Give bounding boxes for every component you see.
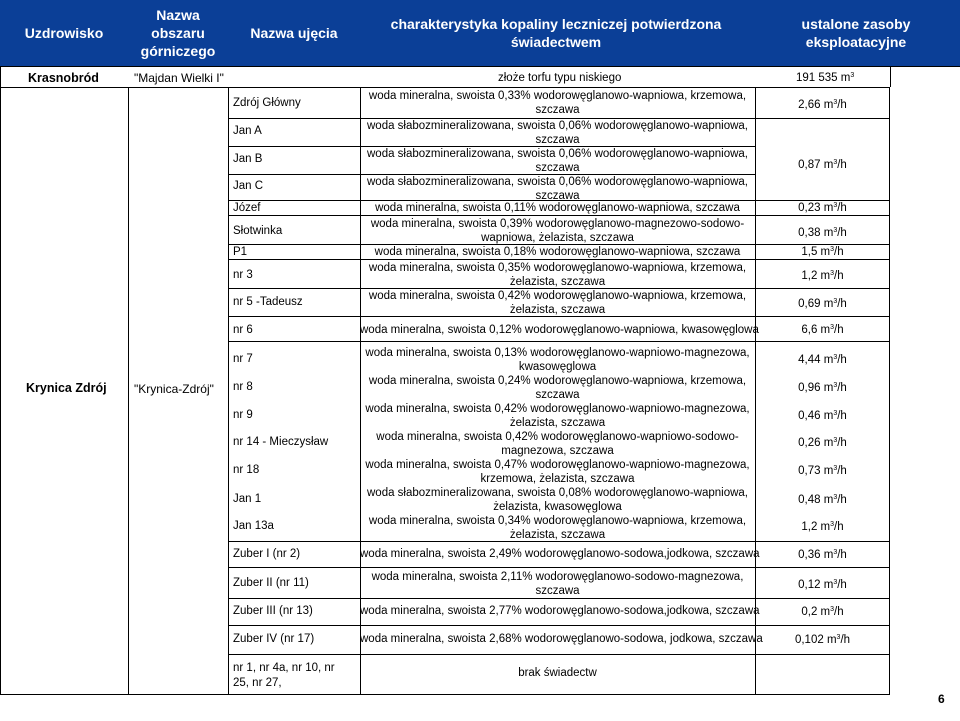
charakterystyka-text: woda mineralna, swoista 0,42% wodorowęglanowo-wapniowo-sodowo- <box>376 431 739 443</box>
ujecie-name: Jan B <box>233 153 263 165</box>
charakterystyka-text-line2: kwasowęglowa <box>518 361 597 373</box>
zasoby-value: 0,23 $m^3/h$ <box>798 202 847 214</box>
charakterystyka-text-line2: żelazista, szczawa <box>509 304 606 316</box>
krasnobrod-uzdrowisko: Krasnobród <box>28 71 99 85</box>
ujecie-name: Zuber III (nr 13) <box>233 605 313 617</box>
ujecie-name: nr 9 <box>233 409 253 421</box>
zasoby-value: 0,96 $m^3/h$ <box>798 382 847 394</box>
charakterystyka-text: woda mineralna, swoista 0,18% wodorowęglanowo-wapniowa, szczawa <box>374 246 741 258</box>
charakterystyka-text: woda słabozmineralizowana, swoista 0,08% wodorowęglanowo-wapniowa, <box>367 487 748 499</box>
zasoby-value: 6,6 $m^3/h$ <box>801 324 844 336</box>
ujecie-name-line2: 25, nr 27, <box>233 677 282 689</box>
krasnobrod-obszar: "Majdan Wielki I" <box>134 71 224 85</box>
zasoby-value: 0,36 $m^3/h$ <box>798 549 847 561</box>
header-uzdrowisko: Uzdrowisko <box>24 25 104 41</box>
charakterystyka-text: woda słabozmineralizowana, swoista 0,06% wodorowęglanowo-wapniowa, <box>367 148 748 160</box>
charakterystyka-text: woda mineralna, swoista 2,77% wodorowęglanowo-sodowa,jodkowa, szczawa <box>360 605 760 617</box>
charakterystyka-text: woda mineralna, swoista 0,42% wodorowęglanowo-wapniowo-magnezowa, <box>365 403 750 415</box>
ujecie-name: Jan 13a <box>233 520 274 532</box>
ujecie-name: Jan 1 <box>233 493 262 505</box>
charakterystyka-text-line2: żelazista, szczawa <box>509 417 606 429</box>
zasoby-value: 0,48 $m^3/h$ <box>798 494 847 506</box>
ujecie-name: nr 3 <box>233 269 253 281</box>
charakterystyka-text: woda mineralna, swoista 0,35% wodorowęglanowo-wapniowa, krzemowa, <box>368 262 747 274</box>
charakterystyka-text-line2: szczawa <box>535 190 580 202</box>
zasoby-value: 1,2 $m^3/h$ <box>801 270 844 282</box>
charakterystyka-text-line2: szczawa <box>535 389 580 401</box>
charakterystyka-text: brak świadectw <box>518 667 597 679</box>
charakterystyka-text: woda mineralna, swoista 0,34% wodorowęglanowo-wapniowa, krzemowa, <box>368 515 747 527</box>
ujecie-name: nr 5 -Tadeusz <box>233 296 303 308</box>
ujecie-name: Słotwinka <box>233 225 283 237</box>
ujecie-name: nr 8 <box>233 381 253 393</box>
charakterystyka-text-line2: szczawa <box>535 134 580 146</box>
charakterystyka-text-line2: krzemowa, żelazista, szczawa <box>480 473 635 485</box>
zasoby-value: 0,38 $m^3/h$ <box>798 227 847 239</box>
zasoby-value: 0,73 $m^3/h$ <box>798 465 847 477</box>
zasoby-value: 0,102 $m^3/h$ <box>794 634 851 646</box>
krasnobrod-zasoby: 191 535 $m^3$ <box>796 72 855 84</box>
zasoby-value: 0,46 $m^3/h$ <box>798 410 847 422</box>
krasnobrod-charakterystyka: złoże torfu typu niskiego <box>498 72 622 84</box>
krynica-uzdrowisko: Krynica Zdrój <box>26 381 107 395</box>
header-charakterystyka: charakterystyka kopaliny leczniczej potwierdzona świadectwem <box>390 16 722 50</box>
page-number: 6 <box>938 692 945 706</box>
zasoby-value: 1,5 $m^3/h$ <box>801 246 844 258</box>
ujecie-name: P1 <box>233 246 248 258</box>
charakterystyka-text-line2: żelazista, kwasowęglowa <box>493 501 622 513</box>
zasoby-value: 0,26 $m^3/h$ <box>798 437 847 449</box>
header-obszar: Nazwa obszaru górniczego <box>140 7 216 59</box>
charakterystyka-text-line2: szczawa <box>535 162 580 174</box>
charakterystyka-text: woda mineralna, swoista 0,13% wodorowęglanowo-wapniowo-magnezowa, <box>365 347 750 359</box>
zasoby-value: 0,2 $m^3/h$ <box>801 606 844 618</box>
charakterystyka-text: woda mineralna, swoista 0,12% wodorowęglanowo-wapniowa, kwasowęglowa <box>360 324 759 336</box>
ujecie-name: Zuber II (nr 11) <box>233 577 309 589</box>
header-ujecie: Nazwa ujęcia <box>250 25 338 41</box>
ujecie-name: Zuber I (nr 2) <box>233 548 301 560</box>
krynica-obszar: "Krynica-Zdrój" <box>134 382 214 396</box>
zasoby-value: 0,12 $m^3/h$ <box>798 579 847 591</box>
charakterystyka-text: woda mineralna, swoista 0,42% wodorowęglanowo-wapniowa, krzemowa, <box>368 290 747 302</box>
ujecie-name: nr 1, nr 4a, nr 10, nr <box>233 662 335 674</box>
charakterystyka-text-line2: szczawa <box>535 585 580 597</box>
ujecie-name: nr 7 <box>233 353 253 365</box>
zasoby-value: 1,2 $m^3/h$ <box>801 521 844 533</box>
ujecie-name: nr 14 - Mieczysław <box>233 436 329 448</box>
charakterystyka-text: woda mineralna, swoista 2,11% wodorowęglanowo-sodowo-magnezowa, <box>371 571 744 583</box>
charakterystyka-text-line2: magnezowa, szczawa <box>501 445 614 457</box>
ujecie-name: Jan C <box>233 180 264 192</box>
charakterystyka-text: woda mineralna, swoista 0,47% wodorowęglanowo-wapniowo-magnezowa, <box>365 459 750 471</box>
charakterystyka-text: woda mineralna, swoista 2,49% wodorowęglanowo-sodowa,jodkowa, szczawa <box>360 548 760 560</box>
ujecie-name: Jan A <box>233 125 262 137</box>
zasoby-value: 0,87 $m^3/h$ <box>798 159 847 171</box>
zasoby-value: 4,44 $m^3/h$ <box>798 354 847 366</box>
charakterystyka-text: woda słabozmineralizowana, swoista 0,06% wodorowęglanowo-wapniowa, <box>367 120 748 132</box>
charakterystyka-text-line2: żelazista, szczawa <box>509 529 606 541</box>
ujecie-name: nr 18 <box>233 464 260 476</box>
ujecie-name: Zuber IV (nr 17) <box>233 633 315 645</box>
charakterystyka-text: woda słabozmineralizowana, swoista 0,06% wodorowęglanowo-wapniowa, <box>367 176 748 188</box>
charakterystyka-text-line2: żelazista, szczawa <box>509 276 606 288</box>
charakterystyka-text-line2: wapniowa, żelazista, szczawa <box>481 232 634 244</box>
header-zasoby: ustalone zasoby eksploatacyjne <box>801 16 911 50</box>
charakterystyka-text: woda mineralna, swoista 2,68% wodorowęglanowo-sodowa, jodkowa, szczawa <box>360 633 763 645</box>
charakterystyka-text: woda mineralna, swoista 0,33% wodorowęglanowo-wapniowa, krzemowa, <box>368 90 747 102</box>
zasoby-value: 0,69 $m^3/h$ <box>798 298 847 310</box>
charakterystyka-text: woda mineralna, swoista 0,24% wodorowęglanowo-wapniowa, krzemowa, <box>368 375 747 387</box>
ujecie-name: Zdrój Główny <box>233 97 301 109</box>
ujecie-name: Józef <box>233 202 261 214</box>
charakterystyka-text: woda mineralna, swoista 0,39% wodorowęglanowo-magnezowo-sodowo- <box>370 218 745 230</box>
ujecie-name: nr 6 <box>233 324 253 336</box>
charakterystyka-text: woda mineralna, swoista 0,11% wodorowęglanowo-wapniowa, szczawa <box>375 202 740 214</box>
zasoby-value: 2,66 $m^3/h$ <box>798 99 847 111</box>
charakterystyka-text-line2: szczawa <box>535 104 580 116</box>
